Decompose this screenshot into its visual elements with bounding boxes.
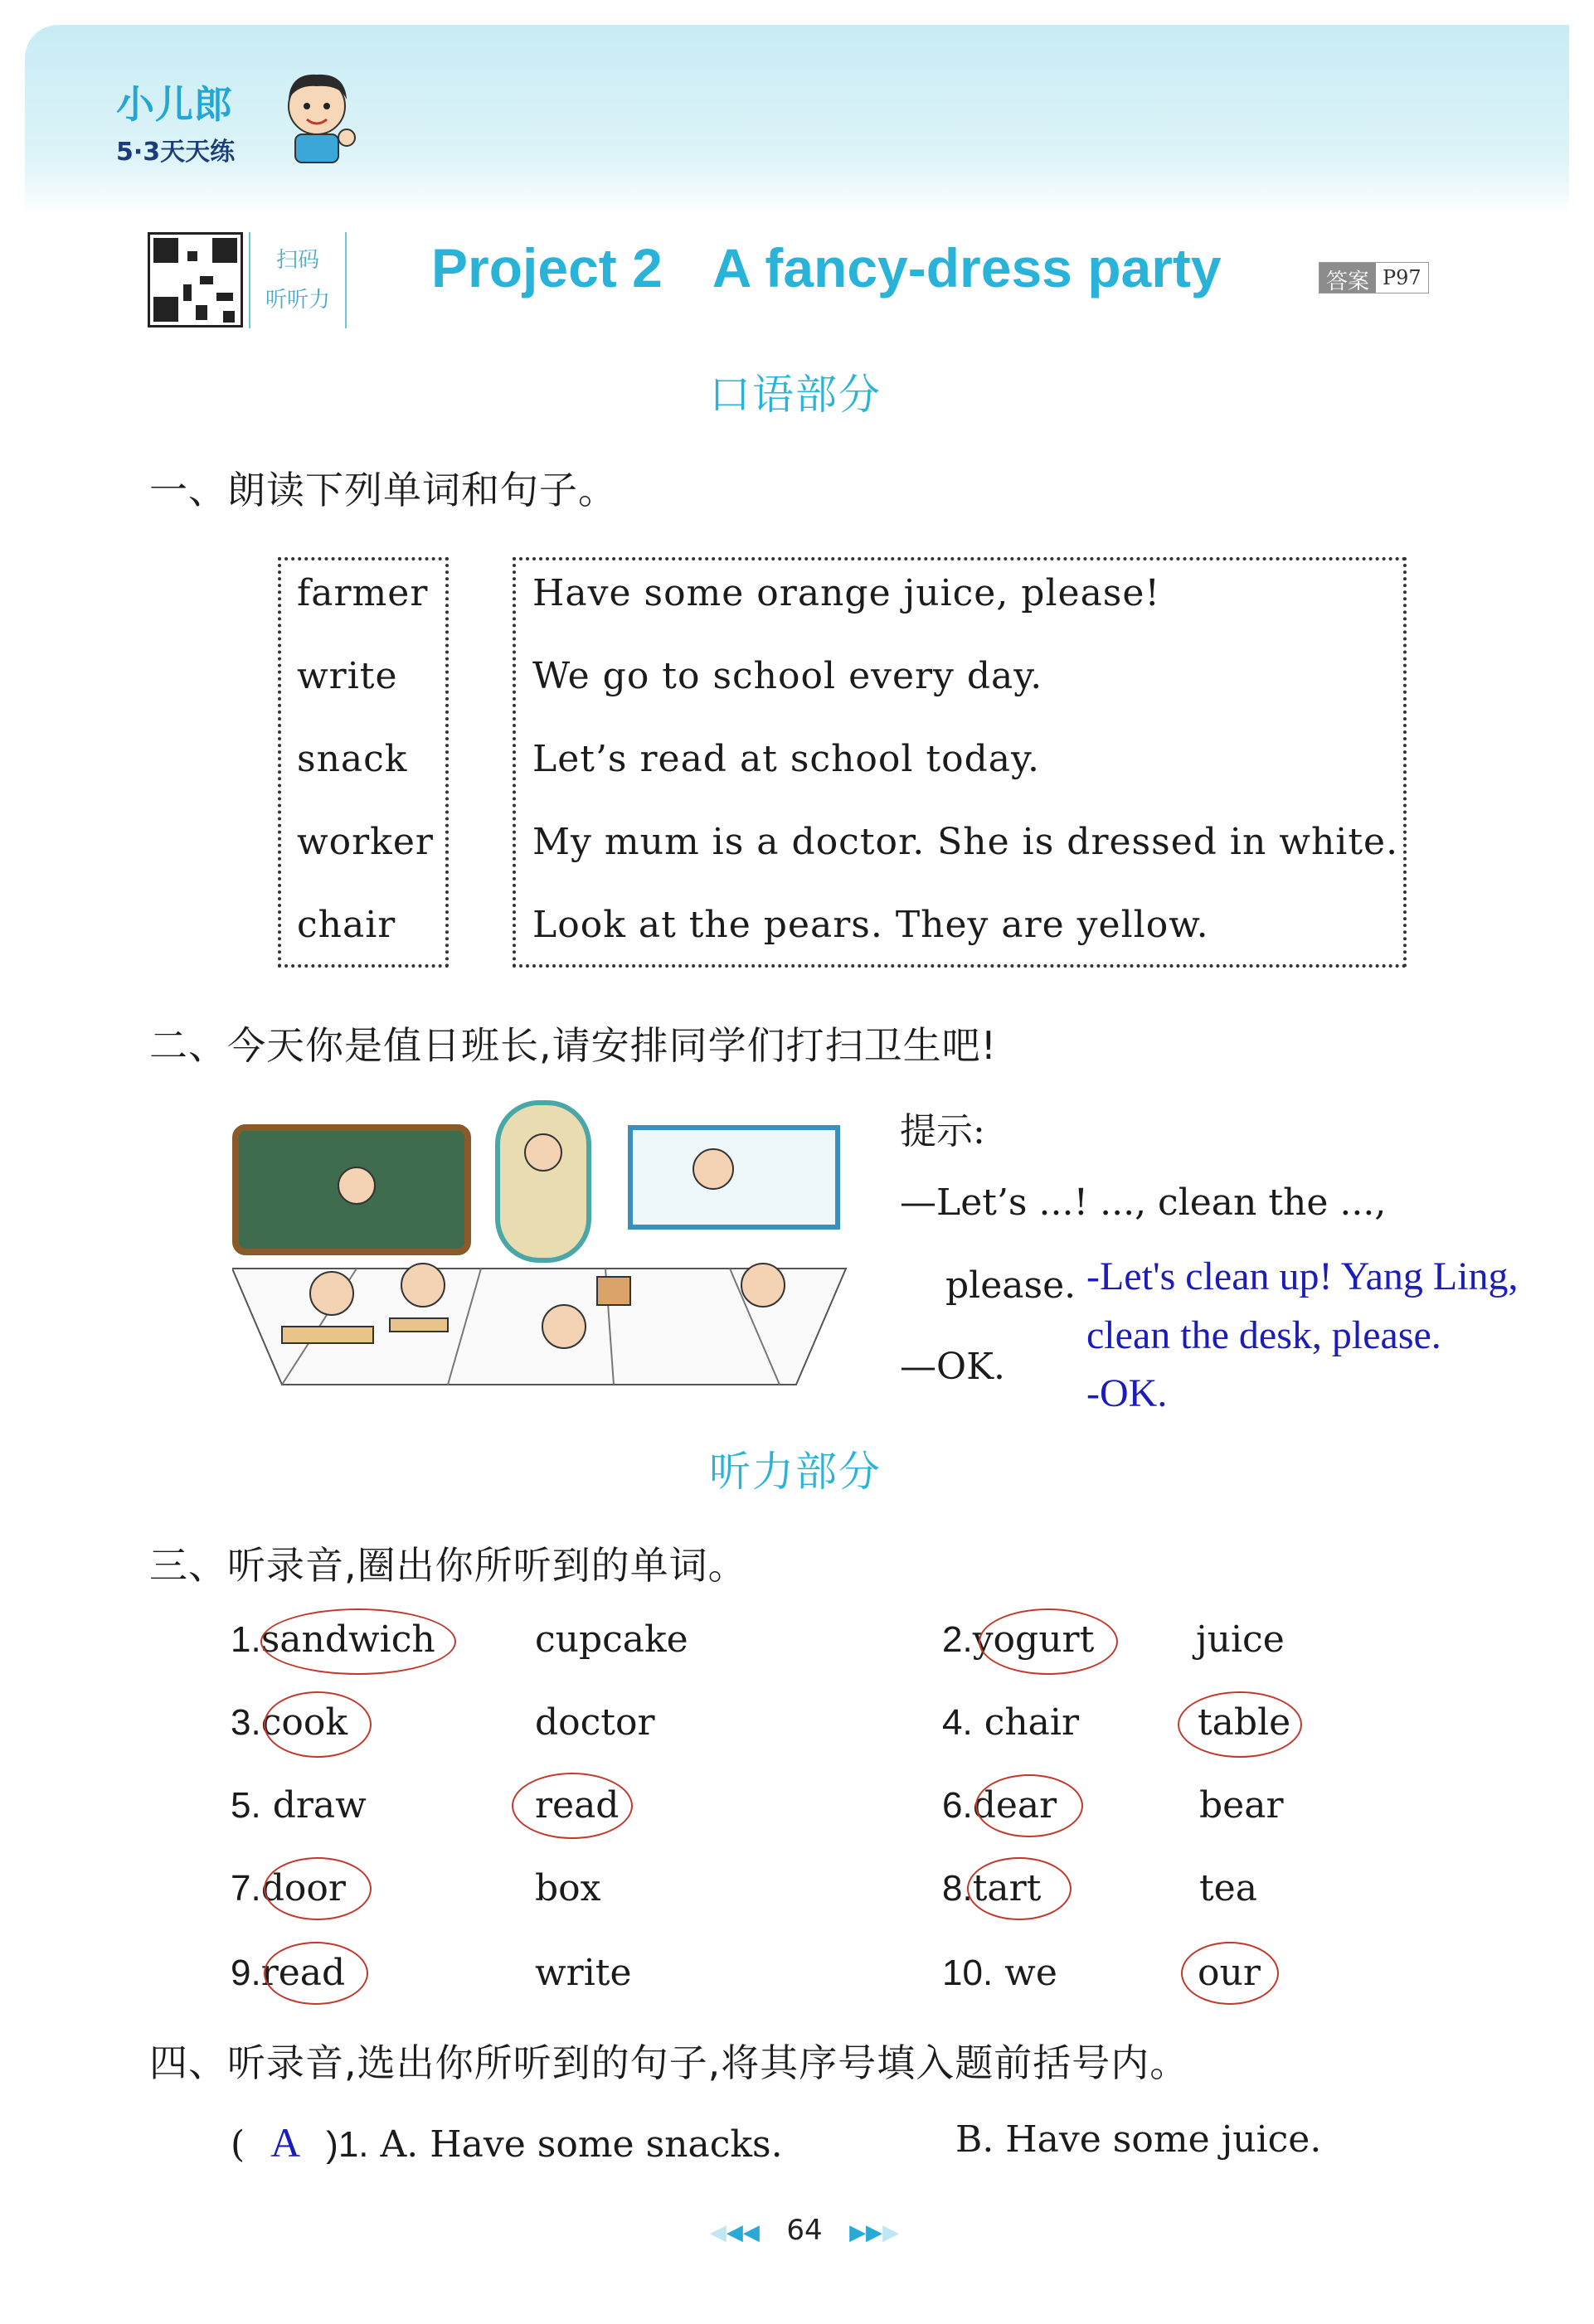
header-band [25, 25, 1569, 216]
sentence-item: Look at the pears. They are yellow. [532, 904, 1209, 946]
q3-item: 4. chair [942, 1701, 1080, 1744]
page-title [431, 236, 1222, 299]
word-item: worker [297, 821, 434, 863]
option-b[interactable]: bear [1199, 1784, 1284, 1827]
prev-arrow-icon: ◀ [709, 2220, 727, 2245]
sentence-item: My mum is a doctor. She is dressed in white. [532, 821, 1399, 863]
answer-circle [1181, 1942, 1279, 2005]
mascot-illustration [274, 66, 365, 166]
option-b[interactable]: read [535, 1784, 620, 1827]
section-listening: 听力部分 [709, 1448, 882, 1496]
written-answer-line-1: -Let's clean up! Yang Ling, [1086, 1254, 1519, 1298]
option-a[interactable]: chair [984, 1701, 1080, 1744]
option-b[interactable]: juice [1196, 1618, 1285, 1661]
next-arrow-icon: ▶ [882, 2220, 900, 2245]
word-item: write [297, 655, 398, 697]
word-item: snack [297, 738, 408, 780]
answer-circle [260, 1608, 456, 1675]
written-answer[interactable]: A [270, 2119, 301, 2166]
project-number: Project 2 [431, 237, 663, 298]
q3-item: 3.cook [231, 1701, 347, 1744]
option-a: A. Have some snacks. [380, 2123, 783, 2166]
q1-heading: 一、朗读下列单词和句子。 [149, 468, 617, 512]
answer-circle [1178, 1691, 1302, 1758]
project-name: A fancy-dress party [712, 237, 1222, 298]
q3-item: 2.yogurt [942, 1618, 1095, 1661]
option-b[interactable]: doctor [535, 1701, 655, 1744]
option-a[interactable]: cook [260, 1701, 347, 1744]
answer-page: P97 [1383, 266, 1421, 289]
option-a[interactable]: sandwich [260, 1618, 435, 1661]
option-a[interactable]: draw [272, 1784, 367, 1827]
page-number: 64 [786, 2214, 823, 2247]
option-b[interactable]: our [1198, 1952, 1261, 1994]
answer-circle [979, 1608, 1118, 1675]
q3-item: 6.dear [942, 1784, 1057, 1827]
q2-heading: 二、今天你是值日班长,请安排同学们打扫卫生吧! [149, 1023, 998, 1068]
option-a[interactable]: read [260, 1952, 346, 1994]
answer-label: 答案 [1319, 263, 1376, 293]
qr-code[interactable] [148, 232, 243, 327]
option-b[interactable]: write [535, 1952, 632, 1994]
hint-label: 提示: [900, 1110, 985, 1152]
brand-name: 小儿郎 [116, 82, 233, 127]
classroom-cleaning-illustration [232, 1078, 863, 1393]
q3-item: 5. draw [231, 1784, 367, 1827]
q4-heading: 四、听录音,选出你所听到的句子,将其序号填入题前括号内。 [149, 2040, 1189, 2085]
answer-page-tag [1319, 262, 1429, 294]
option-b[interactable]: cupcake [535, 1618, 688, 1661]
option-b: B. Have some juice. [955, 2118, 1322, 2161]
option-a[interactable]: tart [972, 1867, 1042, 1909]
scan-to-listen-label: 扫码 听听力 [249, 232, 347, 328]
written-answer-line-2: clean the desk, please. [1086, 1313, 1441, 1357]
word-item: chair [297, 904, 396, 946]
answer-circle [972, 1774, 1083, 1837]
section-oral: 口语部分 [709, 371, 882, 419]
answer-circle [264, 1691, 372, 1758]
q3-heading: 三、听录音,圈出你所听到的单词。 [149, 1543, 747, 1588]
prev-arrow-icon: ◀◀ [726, 2220, 760, 2245]
q3-item: 7.door [231, 1867, 346, 1909]
written-answer-line-3: -OK. [1086, 1371, 1168, 1415]
option-b[interactable]: box [535, 1867, 601, 1909]
q3-item: 8.tart [942, 1867, 1042, 1909]
option-a[interactable]: dear [972, 1784, 1057, 1827]
hint-line-3: —OK. [900, 1346, 1005, 1388]
answer-circle [967, 1857, 1072, 1920]
q3-item: 9.read [231, 1952, 346, 1994]
page-footer [688, 2214, 921, 2247]
sentence-item: We go to school every day. [532, 655, 1043, 697]
sentence-item: Let’s read at school today. [532, 738, 1041, 780]
option-b[interactable]: table [1198, 1701, 1291, 1744]
series-name: 5·3天天练 [116, 138, 236, 167]
q3-item: 1.sandwich [231, 1618, 435, 1661]
q3-item: 10. we [942, 1952, 1057, 1994]
next-arrow-icon: ▶▶ [849, 2220, 883, 2245]
option-a[interactable]: door [260, 1867, 346, 1909]
answer-circle [512, 1773, 633, 1839]
answer-circle [264, 1857, 372, 1920]
option-a[interactable]: we [1004, 1952, 1057, 1994]
word-item: farmer [297, 572, 429, 614]
answer-circle [264, 1942, 368, 2005]
hint-line-1: —Let’s ...! ..., clean the ..., [900, 1181, 1387, 1224]
q4-item: ( A )1. A. Have some snacks. [231, 2119, 783, 2166]
logo [116, 75, 235, 167]
hint-line-2: please. [945, 1264, 1076, 1307]
option-a[interactable]: yogurt [972, 1618, 1095, 1661]
sentence-item: Have some orange juice, please! [532, 572, 1161, 614]
option-b[interactable]: tea [1199, 1867, 1257, 1909]
